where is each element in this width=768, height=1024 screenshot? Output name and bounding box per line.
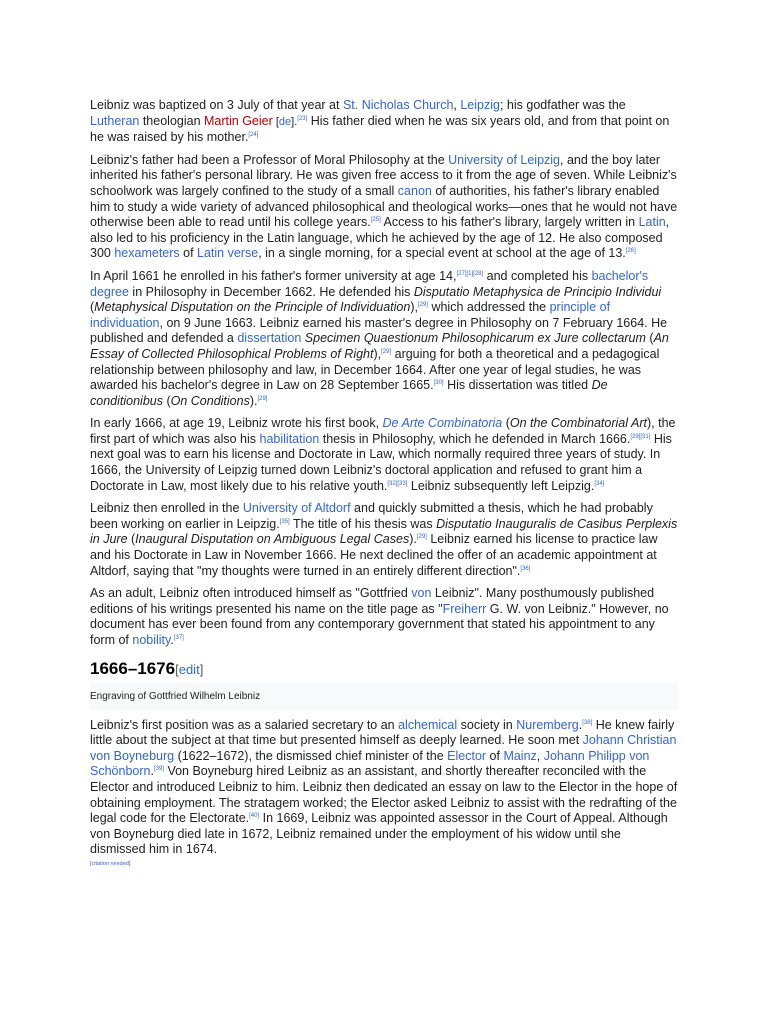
reference-36[interactable]: [36] — [520, 565, 531, 572]
link-schonborn[interactable]: Johann Philipp von Schönborn — [90, 748, 650, 779]
italic-link-text: De Arte Combinatoria — [382, 416, 503, 431]
text: In 1669, Leibniz was appointed assessor in the Court of Appeal. Although von Boyneburg died late in 1672, Leibniz remained under the employment of his widow until she dismissed him in 1674. — [90, 811, 668, 857]
text: , also led to his proficiency in the Latin language, which he achieved by the age of 12. He also composed 300 — [90, 215, 670, 261]
text: arguing for both a theoretical and a pedagogical relationship between philosophy and law, in December 1664. After one year of legal studies, he was awarded his bachelor's degree in Law on 28 September 1665. — [90, 346, 660, 393]
text: theologian — [139, 113, 204, 128]
text: and quickly submitted a thesis, which he had probably been working on earlier in Leipzig. — [90, 501, 653, 531]
text: of authorities, his father's library enabled him to study a wide variety of advanced philosophical and theological works—ones that he would not have otherwise been able to read until his college years. — [90, 183, 678, 230]
citation-needed-tag[interactable]: [citation needed] — [90, 860, 131, 867]
italic-title: Disputatio Metaphysica de Principio Individui — [413, 284, 662, 299]
link-dissertation[interactable]: dissertation — [237, 331, 302, 346]
text: ( — [90, 300, 95, 315]
link-nuremberg[interactable]: Nuremberg — [516, 717, 579, 732]
italic-title: On the Combinatorial Art — [509, 416, 648, 431]
reference-40[interactable]: [40] — [249, 813, 260, 820]
image-caption: Engraving of Gottfried Wilhelm Leibniz — [90, 683, 678, 710]
text: in Philosophy in December 1662. He defended his — [128, 284, 414, 299]
reference-34[interactable]: [34] — [594, 480, 605, 487]
reference-26[interactable]: [26] — [625, 248, 636, 255]
reference-39[interactable]: [39] — [153, 766, 164, 773]
link-freiherr[interactable]: Freiherr — [442, 601, 487, 616]
italic-title: Inaugural Disputation on Ambiguous Legal Cases — [135, 532, 410, 547]
link-hexameters[interactable]: hexameters — [114, 246, 180, 261]
link-nobility[interactable]: nobility — [132, 633, 171, 647]
text: ), — [410, 300, 418, 315]
link-habilitation[interactable]: habilitation — [259, 431, 320, 446]
text: In April 1661 he enrolled in his father's former university at age 14, — [90, 268, 457, 283]
text: and completed his — [483, 268, 592, 283]
text: Leibniz then enrolled in the — [90, 501, 243, 516]
text: , and the boy later inherited his father's personal library. He was given free access to it from the age of seven. While Leibniz's schoolwork was largely confined to the study of a small — [90, 152, 677, 198]
text: Leibniz subsequently left Leipzig. — [407, 478, 595, 493]
edit-bracket: ] — [199, 661, 204, 677]
reference-37[interactable]: [37] — [173, 635, 184, 641]
text: of — [486, 748, 504, 763]
text: As an adult, Leibniz often introduced himself as "Gottfried — [90, 586, 412, 601]
link-university-of-leipzig[interactable]: University of Leipzig — [448, 152, 561, 167]
section-edit-link[interactable] — [175, 662, 203, 677]
link-lutheran[interactable]: Lutheran — [90, 113, 140, 128]
text: G. W. von Leibniz." However, no document has ever been found from any contemporary government that stated his appointment to any form of — [90, 601, 669, 647]
italic-title: De conditionibus — [90, 378, 608, 408]
reference-29[interactable]: [29] — [381, 348, 392, 355]
reference-23[interactable]: [23] — [297, 115, 308, 122]
link-alchemical[interactable]: alchemical — [398, 717, 458, 732]
paragraph-baptism — [90, 98, 678, 146]
link-principle-of-individuation[interactable]: principle of individuation — [90, 300, 611, 330]
reference-29[interactable]: [29] — [257, 395, 268, 402]
reference-29[interactable]: [29] — [417, 302, 428, 309]
text: ). — [409, 532, 417, 547]
text: society in — [457, 717, 517, 732]
text: ). — [249, 393, 258, 408]
text: , on 9 June 1663. Leibniz earned his master's degree in Philosophy on 7 February 1664. He published and defended a — [90, 315, 668, 346]
text: of — [179, 246, 198, 261]
text: , — [536, 748, 544, 763]
reference-38[interactable]: [38] — [582, 719, 593, 726]
link-elector[interactable]: Elector — [447, 748, 487, 763]
text: . — [170, 633, 174, 647]
text: ( — [502, 416, 510, 431]
reference-25[interactable]: [25] — [370, 217, 381, 224]
text: , in a single morning, for a special event at school at the age of 13. — [258, 246, 626, 261]
edit-bracket: [ — [175, 661, 179, 677]
link-bachelors-degree[interactable]: bachelor's degree — [90, 268, 649, 299]
link-martin-geier[interactable]: Martin Geier — [204, 113, 273, 128]
section-heading-1666-1676 — [90, 659, 678, 679]
link-boyneburg[interactable]: Johann Christian von Boyneburg — [90, 733, 677, 763]
italic-title: Metaphysical Disputation on the Principle of Individuation — [94, 300, 411, 315]
text: His dissertation was titled — [443, 378, 592, 393]
text: ( — [162, 393, 171, 408]
text: . — [150, 764, 154, 779]
italic-title: Specimen Quaestionum Philosophicarum ex Jure collectarum — [304, 331, 646, 346]
reference-32-33[interactable]: [32][33] — [387, 480, 408, 487]
text: Leibniz". Many posthumously published editions of his writings presented his name on the title page as " — [90, 586, 655, 616]
article-body — [90, 98, 678, 880]
paragraph-first-book — [90, 416, 678, 494]
text: He knew fairly little about the subject at that time but presented himself as deeply learned. He soon met — [90, 717, 675, 748]
link-latin[interactable]: Latin — [638, 215, 666, 230]
link-von[interactable]: von — [411, 586, 432, 601]
text: Leibniz earned his license to practice law and his Doctorate in Law in November 1666. He next declined the offer of an academic appointment at Altdorf, saying that "my thoughts were turned in an entirely different direction". — [90, 532, 658, 578]
link-st-nicholas-church[interactable]: St. Nicholas Church — [342, 98, 454, 112]
text: , — [453, 98, 461, 112]
reference-30[interactable]: [30] — [433, 380, 444, 387]
link-mainz[interactable]: Mainz — [503, 748, 537, 763]
paragraph-first-position — [90, 718, 678, 873]
text: His next goal was to earn his license and Doctorate in Law, which normally required three years of study. In 1666, the University of Leipzig turned down Leibniz's doctoral application and refused to grant him a Doctorate in Law, most likely due to his relative youth. — [90, 431, 672, 493]
text: ), the first part of which was also his — [90, 416, 676, 446]
reference-35[interactable]: [35] — [279, 518, 290, 525]
reference-24[interactable]: [24] — [248, 132, 259, 139]
paragraph-library — [90, 153, 678, 262]
text: Von Boyneburg hired Leibniz as an assistant, and shortly thereafter reconciled with the Elector and introduced Leibniz to him. Leibniz then dedicated an essay on law to the Elector in the hope of obtaining employment. The stratagem worked; the Elector asked Leibniz to assist with the redrafting of the legal code for the Electorate. — [90, 764, 678, 826]
reference-29[interactable]: [29] — [416, 534, 427, 541]
link-university-of-altdorf[interactable]: University of Altdorf — [242, 501, 351, 516]
interlanguage-bracket-close: ]. — [291, 115, 298, 128]
reference-27-1-28[interactable]: [27][1][28] — [456, 270, 484, 277]
italic-title: Disputatio Inauguralis de Casibus Perplexis in Jure — [90, 516, 678, 547]
paragraph-enrollment — [90, 269, 678, 409]
link-latin-verse[interactable]: Latin verse — [197, 246, 259, 261]
text: (1622–1672), the dismissed chief minister of the — [174, 748, 448, 763]
text: which addressed the — [427, 300, 550, 315]
text: The title of his thesis was — [289, 516, 437, 531]
reference-29-31[interactable]: [29][31] — [630, 433, 651, 440]
edit-text: edit — [178, 661, 200, 677]
text: . — [578, 717, 583, 732]
link-leipzig[interactable]: Leipzig — [460, 98, 500, 112]
paragraph-name — [90, 586, 678, 648]
text: His father died when he was six years old, and from that point on he was raised by his mother. — [90, 113, 670, 145]
text: ), — [373, 346, 382, 361]
text: ( — [645, 331, 654, 346]
text: ; his godfather was the — [499, 98, 626, 112]
section-heading-text: 1666–1676 — [90, 658, 176, 678]
link-canon[interactable]: canon — [397, 183, 432, 198]
paragraph-altdorf — [90, 501, 678, 579]
text: ( — [127, 532, 136, 547]
link-de[interactable]: de — [278, 115, 292, 128]
text: thesis in Philosophy, which he defended in March 1666. — [319, 431, 631, 446]
italic-title: On Conditions — [170, 393, 250, 408]
italic-title: An Essay of Collected Philosophical Problems of Right — [90, 331, 669, 361]
text: Access to his father's library, largely written in — [380, 215, 639, 230]
link-de-arte-combinatoria[interactable] — [383, 416, 503, 430]
text: Leibniz's father had been a Professor of Moral Philosophy at the — [90, 152, 449, 167]
interlanguage-bracket-open: [ — [272, 115, 279, 128]
text: Leibniz was baptized on 3 July of that year at — [90, 98, 343, 112]
text: In early 1666, at age 19, Leibniz wrote his first book, — [90, 416, 383, 431]
text: Leibniz's first position was as a salaried secretary to an — [90, 717, 399, 732]
